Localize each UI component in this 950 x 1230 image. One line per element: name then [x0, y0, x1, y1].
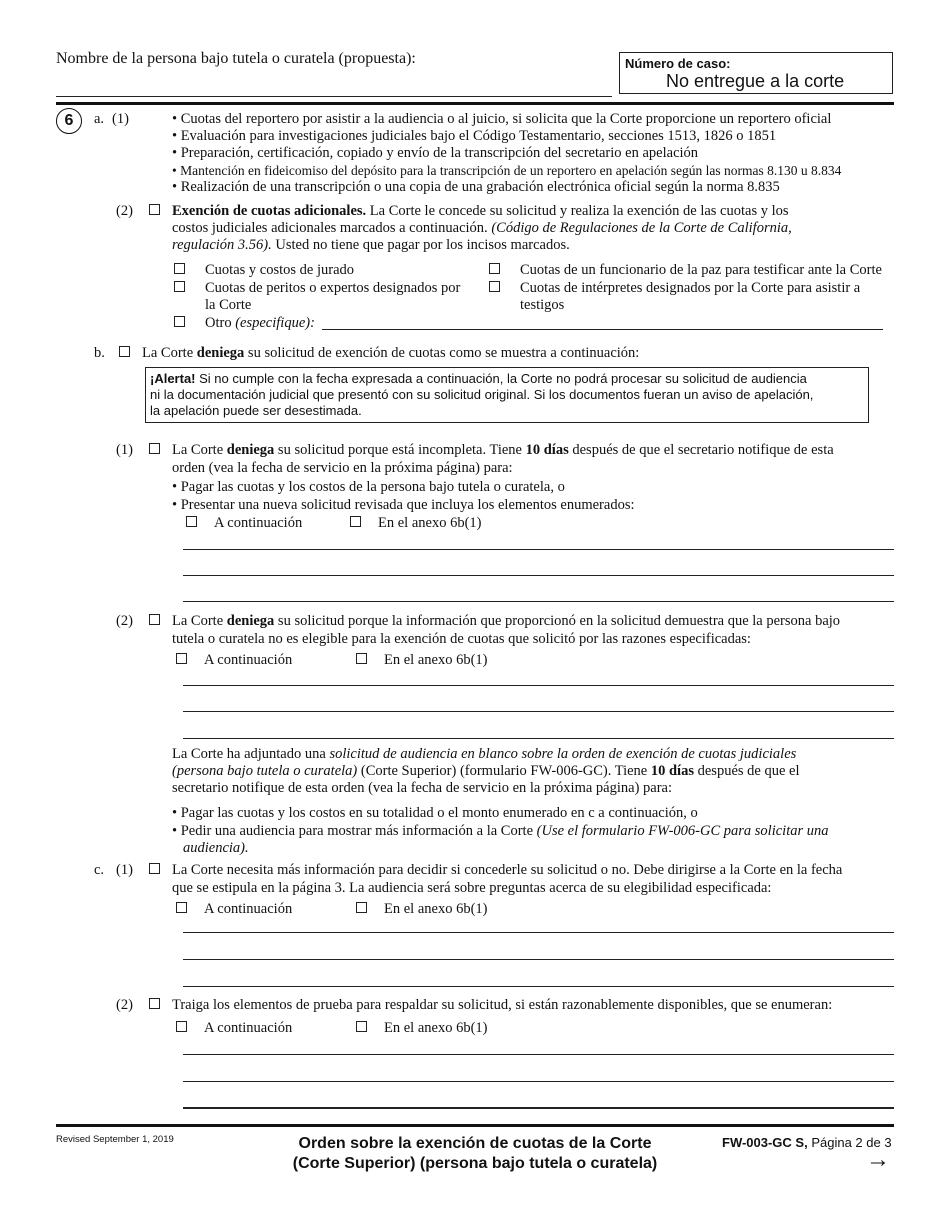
a1-item: • Mantención en fideicomiso del depósito para la transcripción de un reportero en apelación según las normas 8.130 u 8.834	[172, 162, 841, 179]
jury-fees-checkbox[interactable]	[174, 263, 185, 274]
c2-below-label: A continuación	[204, 1020, 293, 1036]
c2-answer-line[interactable]	[183, 1107, 894, 1109]
more-info-checkbox[interactable]	[149, 863, 160, 874]
a2-text-line2: costos judiciales adicionales marcados a continuación. (Código de Regulaciones de la Corte de California,	[172, 220, 792, 236]
a1-item: • Cuotas del reportero por asistir a la audiencia o al juicio, si solicita que la Corte proporcione un reportero oficial	[172, 111, 831, 128]
b1-answer-line[interactable]	[183, 549, 894, 550]
b2-below-label: A continuación	[204, 652, 293, 668]
b2-attachment-label: En el anexo 6b(1)	[384, 652, 488, 668]
b2-answer-line[interactable]	[183, 711, 894, 712]
b2-answer-line[interactable]	[183, 738, 894, 739]
c1-answer-line[interactable]	[183, 959, 894, 960]
a2-text-line3: regulación 3.56). Usted no tiene que pagar por los incisos marcados.	[172, 237, 570, 253]
c2-answer-line[interactable]	[183, 1081, 894, 1082]
item-c-label: c.	[94, 862, 105, 878]
b2-text-line1: La Corte deniega su solicitud porque la información que proporcionó en la solicitud demuestra que la persona bajo	[172, 613, 841, 629]
a1-item: • Realización de una transcripción o una copia de una grabación electrónica oficial según la norma 8.835	[172, 179, 780, 196]
peace-officer-fees-checkbox[interactable]	[489, 263, 500, 274]
c2-attachment-checkbox[interactable]	[356, 1021, 367, 1032]
peace-officer-fees-label: Cuotas de un funcionario de la paz para testificar ante la Corte	[520, 262, 882, 278]
hearing-bullet: • Pagar las cuotas y los costos en su totalidad o el monto enumerado en c a continuación, o	[172, 805, 698, 822]
b2-text-line2: tutela o curatela no es elegible para la exención de cuotas que solicitó por las razones especificadas:	[172, 631, 751, 647]
hearing-form-line2: (persona bajo tutela o curatela) (Corte Superior) (formulario FW-006-GC). Tiene 10 días después de que el	[172, 763, 800, 779]
c2-text-line1: Traiga los elementos de prueba para respaldar su solicitud, si están razonablemente disponibles, que se enumeran:	[172, 997, 833, 1013]
b1-bullet: • Presentar una nueva solicitud revisada que incluya los elementos enumerados:	[172, 497, 635, 514]
alert-line: ¡Alerta! Si no cumple con la fecha expresada a continuación, la Corte no podrá procesar su solicitud de audiencia	[150, 371, 807, 386]
other-fees-label: Otro (especifique):	[205, 315, 315, 331]
other-fees-checkbox[interactable]	[174, 316, 185, 327]
b1-bullet: • Pagar las cuotas y los costos de la persona bajo tutela o curatela, o	[172, 479, 565, 496]
section-number-badge: 6	[56, 108, 82, 134]
b1-below-label: A continuación	[214, 515, 303, 531]
item-b2-label: (2)	[116, 613, 133, 629]
item-b-label: b.	[94, 345, 105, 361]
interpreter-fees-checkbox[interactable]	[489, 281, 500, 292]
additional-waiver-checkbox[interactable]	[149, 204, 160, 215]
item-c2-label: (2)	[116, 997, 133, 1013]
c2-below-checkbox[interactable]	[176, 1021, 187, 1032]
incomplete-checkbox[interactable]	[149, 443, 160, 454]
bring-evidence-checkbox[interactable]	[149, 998, 160, 1009]
ward-name-line[interactable]	[56, 96, 612, 97]
c1-attachment-checkbox[interactable]	[356, 902, 367, 913]
hearing-form-line1: La Corte ha adjuntado una solicitud de audiencia en blanco sobre la orden de exención de cuotas judiciales	[172, 746, 797, 762]
form-title-line2: (Corte Superior) (persona bajo tutela o curatela)	[292, 1155, 658, 1172]
c1-answer-line[interactable]	[183, 986, 894, 987]
ward-name-label: Nombre de la persona bajo tutela o curatela (propuesta):	[56, 50, 416, 67]
footer-rule	[56, 1124, 894, 1127]
hearing-bullet: • Pedir una audiencia para mostrar más información a la Corte (Use el formulario FW-006-GC para solicitar una	[172, 823, 829, 840]
c1-below-label: A continuación	[204, 901, 293, 917]
item-c1-label: (1)	[116, 862, 133, 878]
jury-fees-label: Cuotas y costos de jurado	[205, 262, 355, 278]
c2-attachment-label: En el anexo 6b(1)	[384, 1020, 488, 1036]
header-rule	[56, 102, 894, 105]
a2-text-line1: Exención de cuotas adicionales. La Corte le concede su solicitud y realiza la exención de las cuotas y los	[172, 203, 789, 219]
hearing-bullet-cont: audiencia).	[183, 840, 249, 856]
b1-text-line2: orden (vea la fecha de servicio en la próxima página) para:	[172, 460, 513, 476]
case-number-label: Número de caso:	[625, 56, 731, 71]
experts-fees-label: Cuotas de peritos o expertos designados por	[205, 280, 461, 296]
b1-text-line1: La Corte deniega su solicitud porque está incompleta. Tiene 10 días después de que el secretario notifique de esta	[172, 442, 834, 458]
interpreter-fees-label-cont: testigos	[520, 297, 565, 313]
case-number-value: No entregue a la corte	[666, 71, 845, 91]
b2-below-checkbox[interactable]	[176, 653, 187, 664]
case-number-box	[619, 52, 893, 94]
interpreter-fees-label: Cuotas de intérpretes designados por la Corte para asistir a	[520, 280, 861, 296]
b2-answer-line[interactable]	[183, 685, 894, 686]
b1-answer-line[interactable]	[183, 601, 894, 602]
alert-box	[145, 367, 869, 423]
alert-line: ni la documentación judicial que presentó con su solicitud original. Si los documentos fueran un aviso de apelación,	[150, 387, 814, 402]
alert-line: la apelación puede ser desestimada.	[150, 403, 362, 418]
c2-answer-line[interactable]	[183, 1054, 894, 1055]
b1-attachment-label: En el anexo 6b(1)	[378, 515, 482, 531]
other-specify-line[interactable]	[322, 329, 883, 330]
b1-attachment-checkbox[interactable]	[350, 516, 361, 527]
not-eligible-checkbox[interactable]	[149, 614, 160, 625]
item-a2-label: (2)	[116, 203, 133, 219]
deny-checkbox[interactable]	[119, 346, 130, 357]
item-a1-label: (1)	[112, 111, 129, 127]
b2-attachment-checkbox[interactable]	[356, 653, 367, 664]
a1-item: • Preparación, certificación, copiado y envío de la transcripción del secretario en apelación	[172, 145, 698, 162]
deny-text: La Corte deniega su solicitud de exención de cuotas como se muestra a continuación:	[142, 345, 640, 361]
c1-attachment-label: En el anexo 6b(1)	[384, 901, 488, 917]
next-page-arrow-icon: →	[866, 1146, 890, 1173]
hearing-form-line3: secretario notifique de esta orden (vea la fecha de servicio en la próxima página) para:	[172, 780, 673, 796]
item-a-label: a.	[94, 111, 105, 127]
c1-answer-line[interactable]	[183, 932, 894, 933]
experts-fees-checkbox[interactable]	[174, 281, 185, 292]
item-b1-label: (1)	[116, 442, 133, 458]
experts-fees-label-cont: la Corte	[205, 297, 252, 313]
c1-text-line1: La Corte necesita más información para decidir si concederle su solicitud o no. Debe dirigirse a la Corte en la fecha	[172, 862, 843, 878]
revised-date: Revised September 1, 2019	[56, 1134, 174, 1145]
form-page-info: FW-003-GC S, Página 2 de 3	[722, 1135, 892, 1150]
form-title	[240, 1134, 710, 1174]
b1-answer-line[interactable]	[183, 575, 894, 576]
b1-below-checkbox[interactable]	[186, 516, 197, 527]
c1-below-checkbox[interactable]	[176, 902, 187, 913]
c1-text-line2: que se estipula en la página 3. La audiencia será sobre preguntas acerca de su elegibilidad especificada:	[172, 880, 772, 896]
form-title-line1: Orden sobre la exención de cuotas de la Corte	[298, 1135, 652, 1152]
a1-item: • Evaluación para investigaciones judiciales bajo el Código Testamentario, secciones 1513, 1826 o 1851	[172, 128, 776, 145]
